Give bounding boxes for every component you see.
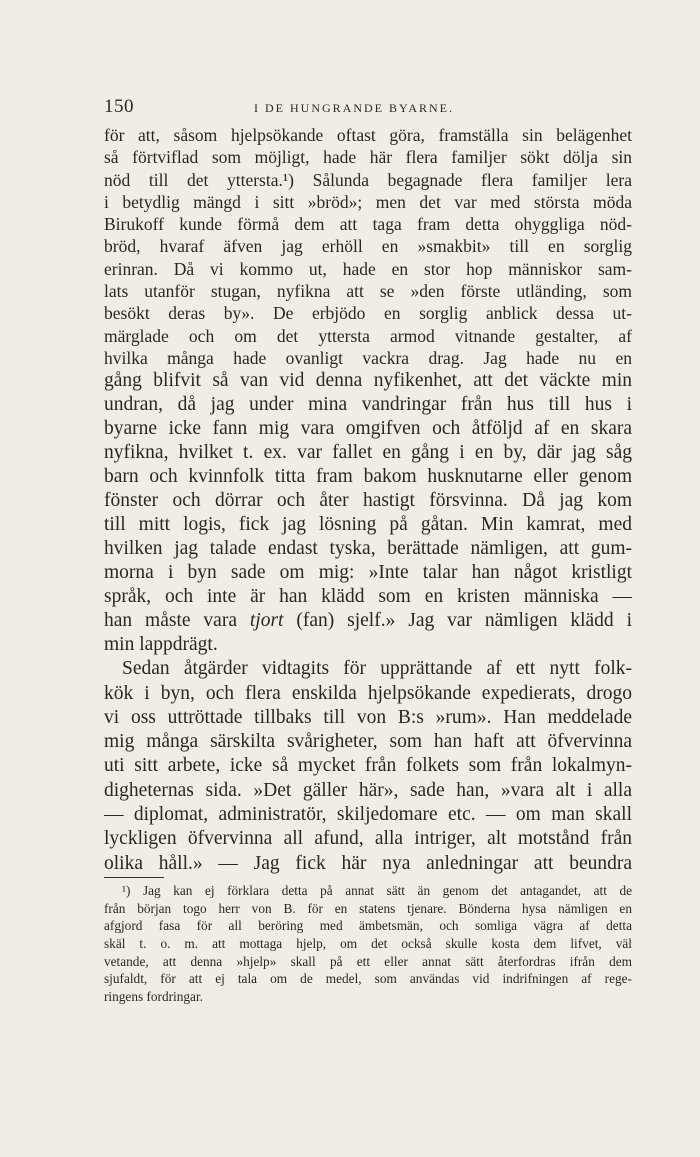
text-line: nyfikna, hvilket t. ex. var fallet en gång i en by, där jag såg — [104, 442, 632, 464]
text-line: språk, och inte är han klädd som en kristen människa — — [104, 586, 632, 608]
text-line: hvilka många hade ovanligt vackra drag. Jag hade nu en — [104, 347, 632, 368]
text-line: Birukoff kunde förmå dem att taga fram detta ohyggliga nöd- — [104, 214, 632, 235]
text-line: till mitt logis, fick jag lösning på gåtan. Min kamrat, med — [104, 514, 632, 536]
running-head: I DE HUNGRANDE BYARNE. — [254, 101, 454, 115]
text-line: lyckligen öfvervinna all afund, alla intriger, alt motstånd från — [104, 828, 632, 850]
text-line: bröd, hvaraf äfven jag erhöll en »smakbit» till en sorglig — [104, 236, 632, 257]
text-line: morna i byn sade om mig: »Inte talar han något kristligt — [104, 562, 632, 584]
footnote-line: från början togo herr von B. för en statens tjenare. Bönderna hysa nämligen en — [104, 900, 632, 916]
page-number: 150 — [104, 96, 134, 117]
text-line: — diplomat, administratör, skiljedomare etc. — om man skall — [104, 804, 632, 826]
footnote-line: afgjord fasa för all beröring med ämbetsmän, och somliga vägra af detta — [104, 918, 632, 934]
text-line: uti sitt arbete, icke så mycket från folkets som från lokalmyn- — [104, 755, 632, 777]
paragraph-continued — [104, 124, 632, 369]
text-line: så förtviflad som möjligt, hade här flera familjer sökt dölja sin — [104, 147, 632, 168]
text-line: byarne icke fann mig vara omgifven och åtföljd af en skara — [104, 418, 632, 440]
footnote-line: sjufaldt, för att ej tala om de medel, som användas vid indrifningen af rege- — [104, 971, 632, 987]
text-line: undran, då jag under mina vandringar från hus till hus i — [104, 394, 632, 416]
text-line: mig många särskilta svårigheter, som han haft att öfvervinna — [104, 731, 632, 753]
text-line: för att, såsom hjelpsökande oftast göra, framställa sin belägenhet — [104, 125, 632, 145]
text-segment: (fan) sjelf.» Jag var nämligen klädd i — [283, 610, 632, 632]
footnote-line: ringens fordringar. — [104, 989, 203, 1005]
text-line: min lappdrägt. — [104, 634, 218, 656]
text-line: besökt deras by». De erbjödo en sorglig anblick dessa ut- — [104, 303, 632, 324]
text-line: erinran. Då vi kommo ut, hade en stor hop människor sam- — [104, 258, 632, 279]
text-line: vi oss uttröttade tillbaks till von B:s »rum». Han meddelade — [104, 706, 632, 728]
text-segment: han måste vara — [104, 610, 250, 632]
italic-word: tjort — [249, 610, 284, 632]
text-line: gång blifvit så van vid denna nyfikenhet, att det väckte min — [104, 370, 632, 392]
text-line: märglade och om det yttersta armod vitnande gestalter, af — [104, 325, 632, 346]
footnote-line: vetande, att denna »hjelp» skall på ett eller annat sätt återfordras ifrån dem — [104, 953, 632, 969]
paragraph-continued-b — [104, 369, 632, 657]
text-line: digheternas sida. »Det gäller här», sade han, »vara alt i alla — [104, 779, 632, 801]
text-line: fönster och dörrar och åter hastigt försvinna. Då jag kom — [104, 490, 632, 512]
text-line: nöd till det yttersta.¹) Sålunda begagnade flera familjer lera — [104, 169, 632, 190]
footnote — [104, 882, 632, 1006]
footnote-line: skäl t. o. m. att mottaga hjelp, om det också skulle kosta dem lifvet, väl — [104, 936, 632, 952]
footnote-line: ¹) Jag kan ej förklara detta på annat sätt än genom det antagandet, att de — [122, 883, 632, 898]
text-line: Sedan åtgärder vidtagits för upprättande af ett nytt folk- — [122, 658, 632, 680]
text-line: hvilken jag talade endast tyska, berättade nämligen, att gum- — [104, 538, 632, 560]
main-text — [104, 124, 632, 876]
text-line-with-italic — [104, 609, 632, 633]
page-header — [104, 96, 632, 122]
text-line: i betydlig mängd i sitt »bröd»; men det var med största möda — [104, 191, 632, 212]
text-line: barn och kvinnfolk titta fram bakom husknutarne eller genom — [104, 466, 632, 488]
paragraph — [104, 657, 632, 876]
footnote-divider — [104, 877, 164, 878]
text-line: kök i byn, och flera enskilda hjelpsökande expedierats, drogo — [104, 682, 632, 704]
text-line: olika håll.» — Jag fick här nya anledningar att beundra — [104, 852, 632, 874]
text-line: lats utanför stugan, nyfikna att se »den förste utländing, som — [104, 281, 632, 302]
